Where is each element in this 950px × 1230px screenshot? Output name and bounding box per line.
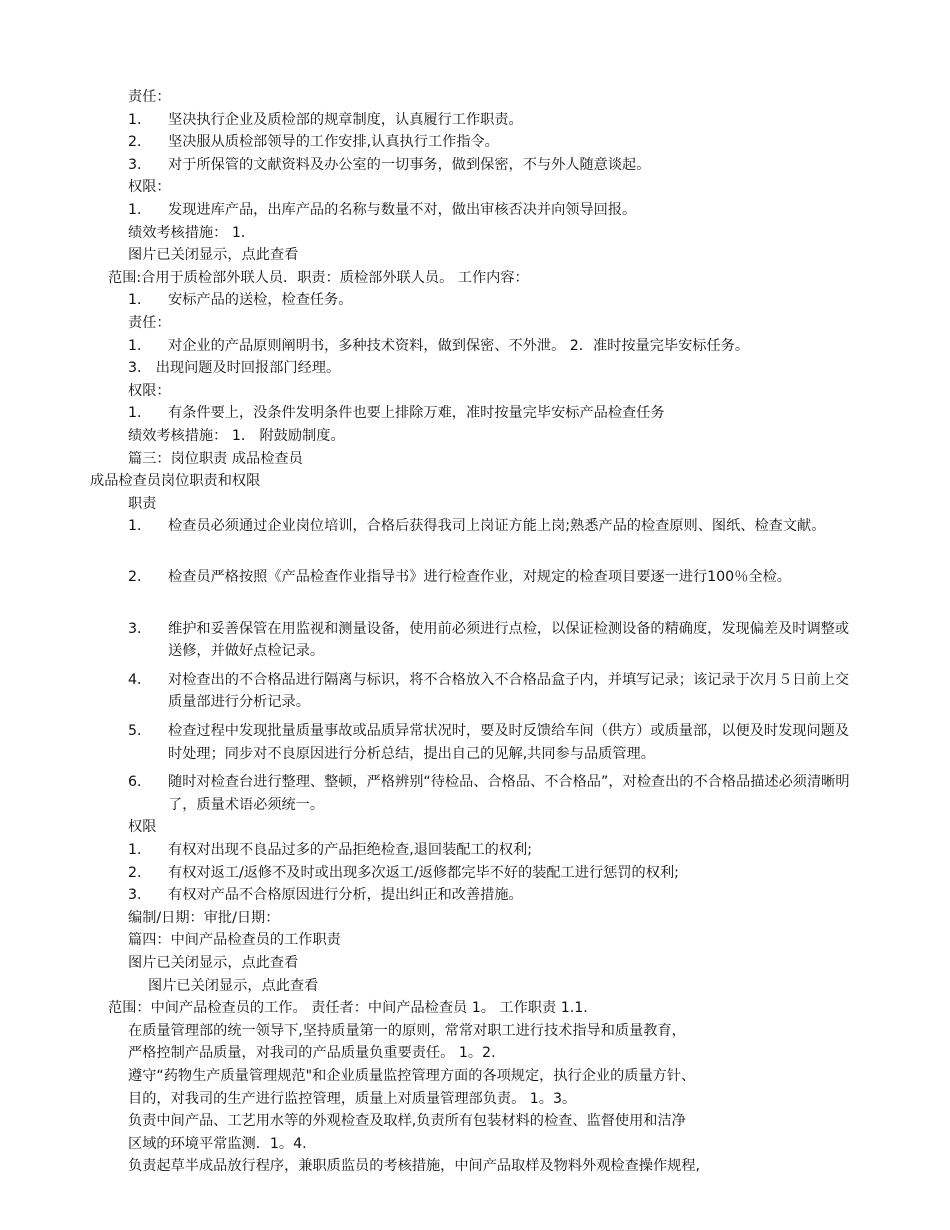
item-number: 1． [128,111,152,128]
list-item [0,154,950,177]
item-number: 3． [128,156,152,173]
item-number: 2． [128,864,152,881]
text-line: 负责起草半成品放行程序，兼职质监员的考核措施，中间产品取样及物料外观检查操作规程, [128,1158,701,1175]
section-heading: 权限： [128,382,171,399]
item-number: 1． [128,337,152,354]
list-item [0,669,950,714]
text-line: 编制/日期：审批/日期： [128,909,280,926]
item-number: 5． [128,723,152,740]
item-text: 有权对出现不良品过多的产品拒绝检查,退回装配工的权利; [168,842,532,858]
list-item [0,199,950,222]
text-line: 3． 出现问题及时回报部门经理。 [128,360,341,377]
doc-title: 成品检查员岗位职责和权限 [90,473,261,490]
text-line: 范围：中间产品检查员的工作。 责任者：中间产品检查员 1。 工作职责 1.1. [108,1000,588,1017]
item-text: 维护和妥善保管在用监视和测量设备，使用前必须进行点检，以保证检测设备的精确度，发现偏差及时调整或送修，并做好点检记录。 [168,620,850,660]
text-line: 绩效考核措施： 1． [128,224,256,241]
list-item [0,109,950,132]
item-number: 1． [128,201,152,218]
item-number: 1． [128,405,152,422]
list-item [0,771,950,816]
item-text: 有条件要上，没条件发明条件也要上排除万难，准时按量完毕安标产品检查任务 [168,405,665,422]
text-line: 目的，对我司的生产进行监控管理，质量上对质量管理部负责。 1。3。 [128,1090,577,1107]
item-number: 3． [128,620,152,637]
list-item [0,402,950,425]
text-line: 严格控制产品质量，对我司的产品质量负重要责任。 1。2. [128,1045,496,1062]
image-placeholder-link[interactable]: 图片已关闭显示，点此查看 [128,954,299,971]
section-heading: 责任： [128,314,171,331]
list-item [0,618,950,663]
item-text: 检查员严格按照《产品检查作业指导书》进行检查作业，对规定的检查项目要逐一进行100％全检。 [168,569,791,586]
text-line: 区域的环境平常监测．1。4. [128,1135,307,1152]
item-text: 有权对返工/返修不及时或出现多次返工/返修都完毕不好的装配工进行惩罚的权利; [168,864,679,881]
item-number: 3． [128,887,152,904]
item-text: 坚决服从质检部领导的工作安排,认真执行工作指令。 [168,134,499,151]
list-item [0,862,950,885]
item-text: 发现进库产品，出库产品的名称与数量不对，做出审核否决并向领导回报。 [168,201,637,218]
item-number: 1． [128,518,152,535]
item-number: 4． [128,671,152,688]
image-placeholder-link[interactable]: 图片已关闭显示，点此查看 [148,977,319,994]
item-text: 对企业的产品原则阐明书，多种技术资料，做到保密、不外泄。 2．准时按量完毕安标任务。 [168,337,750,354]
text-line: 范围:合用于质检部外联人员．职责：质检部外联人员。 工作内容： [108,269,529,286]
item-number: 1． [128,292,152,309]
text-line: 在质量管理部的统一领导下,坚持质量第一的原则，常常对职工进行技术指导和质量教育， [128,1022,686,1039]
section-heading: 责任： [128,89,171,105]
item-text: 检查过程中发现批量质量事故或品质异常状况时，要及时反馈给车间（供方）或质量部，以便及时发现问题及时处理；同步对不良原因进行分析总结，提出自己的见解,共同参与品质管理。 [168,723,850,762]
item-number: 6． [128,774,152,791]
list-item [0,884,950,907]
section-heading: 职责 [128,495,157,512]
list-item [0,131,950,154]
list-item [0,289,950,312]
list-item [0,839,950,862]
item-number: 2． [128,569,152,586]
item-text: 有权对产品不合格原因进行分析，提出纠正和改善措施。 [168,887,523,904]
image-placeholder-link[interactable]: 图片已关闭显示，点此查看 [128,247,299,264]
list-item [0,720,950,765]
text-line: 遵守“药物生产质量管理规范"和企业质量监控管理方面的各项规定，执行企业的质量方针、 [128,1067,696,1084]
item-text: 检查员必须通过企业岗位培训，合格后获得我司上岗证方能上岗;熟悉产品的检查原则、图纸、检查文献。 [168,518,826,535]
document-body [0,86,950,1178]
item-text: 随时对检查台进行整理、整顿，严格辨别“待检品、合格品、不合格品”，对检查出的不合格品描述必须清晰明了，质量术语必须统一。 [168,774,850,813]
chapter-title: 篇三：岗位职责 成品检查员 [128,450,303,467]
item-number: 1． [128,842,152,858]
item-number: 2． [128,134,152,151]
section-heading: 权限： [128,179,171,196]
list-item [0,335,950,358]
item-text: 对于所保管的文献资料及办公室的一切事务，做到保密，不与外人随意谈起。 [168,156,651,173]
chapter-title: 篇四：中间产品检查员的工作职责 [128,932,341,949]
text-line: 负责中间产品、工艺用水等的外观检查及取样,负责所有包装材料的检查、监督使用和洁净 [128,1113,686,1130]
list-item [0,566,950,611]
item-text: 坚决执行企业及质检部的规章制度，认真履行工作职责。 [168,111,523,128]
item-text: 对检查出的不合格品进行隔离与标识，将不合格放入不合格品盒子内，并填写记录；该记录于次月５日前上交质量部进行分析记录。 [168,671,850,711]
item-text: 安标产品的送检，检查任务。 [168,292,353,309]
list-item [0,515,950,560]
text-line: 绩效考核措施： 1． 附鼓励制度。 [128,427,345,444]
section-heading: 权限 [128,819,157,836]
